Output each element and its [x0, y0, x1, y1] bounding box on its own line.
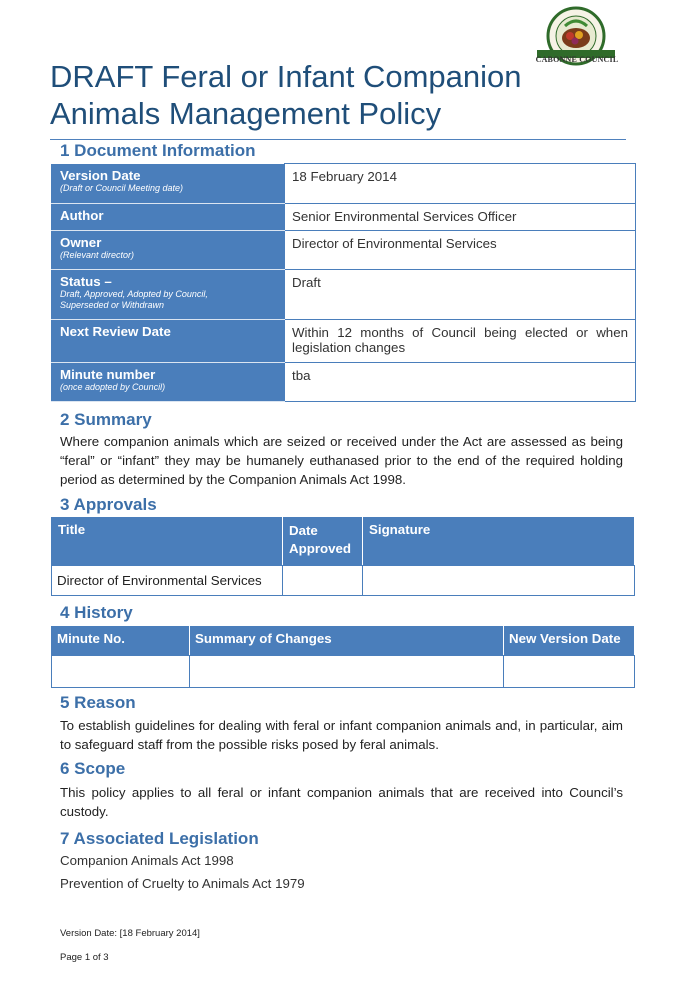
table-row [52, 566, 635, 596]
table-row [52, 363, 636, 402]
approvals-table [51, 517, 635, 596]
table-cell [504, 656, 635, 688]
value-cell: Senior Environmental Services Officer [285, 204, 636, 231]
scope-text: This policy applies to all feral or infant companion animals that are received into Council’s custody. [60, 785, 623, 819]
reason-text: To establish guidelines for dealing with feral or infant companion animals and, in particular, aim to safeguard staff from the possible risks posed by feral animals. [60, 718, 623, 752]
title-line-2: Animals Management Policy [50, 96, 442, 131]
value-cell: Within 12 months of Council being elected or when legislation changes [285, 320, 636, 363]
table-cell [190, 656, 504, 688]
label-cell: Minute number (once adopted by Council) [52, 363, 285, 402]
council-logo-name: CABONNE COUNCIL [535, 55, 619, 64]
table-row [52, 656, 635, 688]
table-cell [363, 566, 635, 596]
heading-reason: 5 Reason [60, 693, 136, 712]
column-header: Date Approved [283, 518, 363, 566]
table-row [52, 164, 636, 204]
heading-history: 4 History [60, 603, 133, 622]
table-cell [283, 566, 363, 596]
column-header: Title [52, 518, 283, 566]
heading-approvals: 3 Approvals [60, 495, 157, 514]
label-cell: Version Date (Draft or Council Meeting date) [52, 164, 285, 204]
title-divider [50, 139, 626, 140]
table-header-row [52, 518, 635, 566]
value-cell: 18 February 2014 [285, 164, 636, 204]
table-row [52, 204, 636, 231]
legislation-item: Companion Animals Act 1998 [60, 853, 234, 868]
title-line-1: DRAFT Feral or Infant Companion [50, 59, 522, 94]
heading-scope: 6 Scope [60, 759, 126, 778]
history-table [51, 626, 635, 688]
column-header: Signature [363, 518, 635, 566]
heading-associated-legislation: 7 Associated Legislation [60, 829, 259, 848]
label-cell: Owner (Relevant director) [52, 231, 285, 270]
value-cell: Draft [285, 270, 636, 320]
footer-version-date: Version Date: [18 February 2014] [60, 928, 200, 939]
label-cell: Status – Draft, Approved, Adopted by Council, Superseded or Withdrawn [52, 270, 285, 320]
column-header: Minute No. [52, 627, 190, 656]
footer-page-number: Page 1 of 3 [60, 952, 109, 963]
table-cell: Director of Environmental Services [52, 566, 283, 596]
label-cell: Author [52, 204, 285, 231]
heading-document-information: 1 Document Information [60, 141, 256, 160]
summary-text: Where companion animals which are seized or received under the Act are assessed as being “feral” or “infant” they may be humanely euthanased prior to the end of the required holding period as determined by the Companion Animals Act 1998. [60, 434, 623, 487]
heading-summary: 2 Summary [60, 410, 152, 429]
table-row [52, 270, 636, 320]
value-cell: Director of Environmental Services [285, 231, 636, 270]
page-title [50, 58, 650, 132]
value-cell: tba [285, 363, 636, 402]
document-information-table [51, 163, 636, 402]
label-cell: Next Review Date [52, 320, 285, 363]
table-row [52, 320, 636, 363]
legislation-item: Prevention of Cruelty to Animals Act 1979 [60, 876, 305, 891]
table-header-row [52, 627, 635, 656]
column-header: New Version Date [504, 627, 635, 656]
table-row [52, 231, 636, 270]
table-cell [52, 656, 190, 688]
column-header: Summary of Changes [190, 627, 504, 656]
